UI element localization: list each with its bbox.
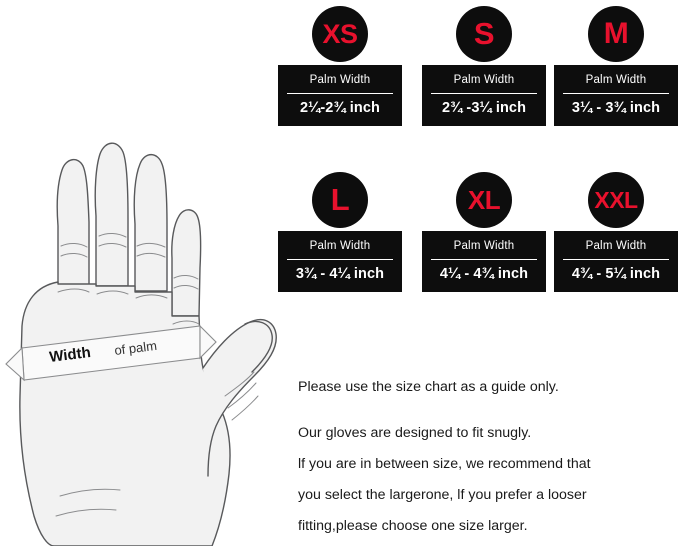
note-spacer [298,403,670,418]
hand-palm-svg [0,96,300,546]
panel-divider-xxl [563,259,669,260]
panel-divider-xs [287,93,393,94]
palm-width-label-m: Palm Width [585,74,647,86]
palm-width-value-l: 3¾ - 4¼ inch [295,266,385,282]
hand-palm-diagram [0,96,300,546]
size-panel-l [278,231,402,292]
palm-width-value-xl: 4¼ - 4¾ inch [439,266,529,282]
little-finger-shape [172,210,201,316]
panel-divider-l [287,259,393,260]
size-card-s [422,6,546,126]
palm-width-value-s: 2¾ -3¼ inch [441,100,527,116]
note-line-3: lf you are in between size, we recommend that [298,456,591,472]
palm-width-label-xxl: Palm Width [585,240,647,252]
palm-width-label-s: Palm Width [453,74,515,86]
panel-divider-xl [431,259,537,260]
size-badge-s: S [456,6,512,62]
size-panel-xl [422,231,546,292]
palm-width-value-xs: 2¼-2¾ inch [300,100,380,116]
note-line-5: fitting,please choose one size larger. [298,518,528,534]
size-card-xxl [554,172,678,292]
size-panel-xxl [554,231,678,292]
size-card-m [554,6,678,126]
size-badge-m: M [588,6,644,62]
palm-width-label-xl: Palm Width [453,240,515,252]
note-line-2: Our gloves are designed to fit snugly. [298,425,532,441]
size-chart-cards [278,6,678,306]
size-card-xl [422,172,546,292]
note-line-4: you select the largerone, lf you prefer a looser [298,487,587,503]
middle-finger-shape [95,143,128,286]
measure-label-rest: of palm [113,337,158,358]
palm-width-value-xxl: 4¾ - 5¼ inch [571,266,661,282]
size-guide-notes [298,372,670,542]
palm-width-value-m: 3¼ - 3¾ inch [571,100,661,116]
palm-width-label-l: Palm Width [309,240,371,252]
ring-finger-shape [134,155,167,291]
panel-divider-s [431,93,537,94]
size-panel-s [422,65,546,126]
panel-divider-m [563,93,669,94]
size-badge-xl: XL [456,172,512,228]
note-line-1: Please use the size chart as a guide only. [298,379,559,395]
size-badge-l: L [312,172,368,228]
index-finger-shape [57,160,89,286]
palm-shape [20,282,230,546]
palm-width-label-xs: Palm Width [309,74,371,86]
size-card-xs [278,6,402,126]
size-card-l [278,172,402,292]
size-badge-xs: XS [312,6,368,62]
size-badge-xxl: XXL [588,172,644,228]
size-panel-m [554,65,678,126]
size-panel-xs [278,65,402,126]
measure-label-bold: Width [48,344,92,366]
